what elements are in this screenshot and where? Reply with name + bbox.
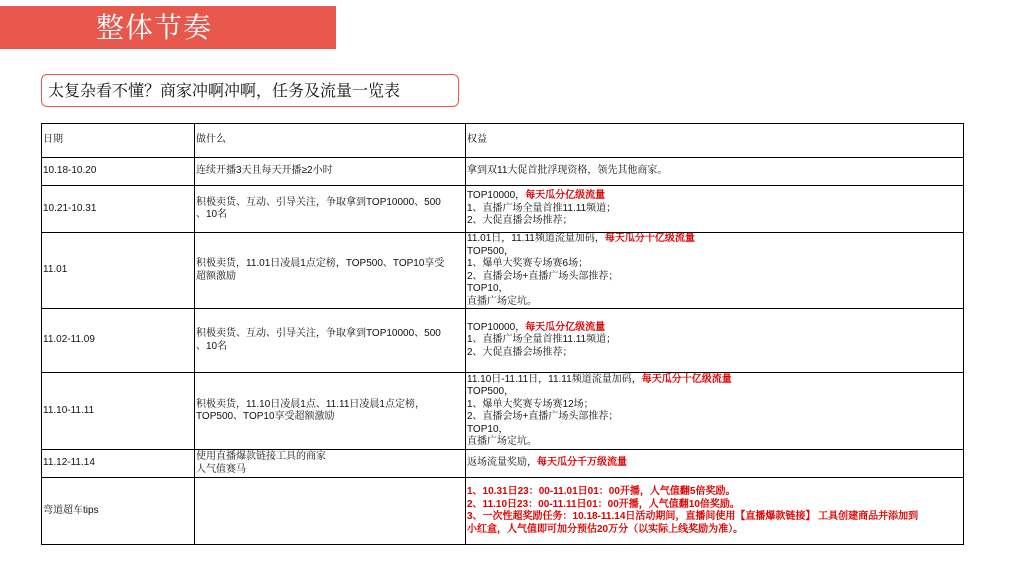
- date-cell: 弯道超车tips: [42, 478, 195, 545]
- task-cell: [195, 450, 466, 478]
- task-cell: [195, 373, 466, 450]
- table-header-row: [42, 124, 964, 158]
- benefit-cell: [466, 373, 964, 450]
- date-cell: 10.21-10.31: [42, 186, 195, 233]
- benefit-line: [467, 246, 963, 259]
- benefit-highlight: 每天瓜分亿级流量: [525, 321, 606, 333]
- benefit-cell: [466, 233, 964, 309]
- benefit-text: TOP10000，: [467, 190, 526, 202]
- benefit-text: 拿到双11大促首批浮现资格，领先其他商家。: [467, 165, 668, 177]
- benefit-line: [467, 374, 963, 387]
- benefit-line: [467, 424, 963, 437]
- benefit-cell: [466, 478, 964, 545]
- benefit-text: 2、大促直播会场推荐；: [467, 215, 573, 227]
- benefit-line: [467, 296, 963, 309]
- benefit-text: TOP10，: [467, 283, 509, 294]
- benefit-text: 直播广场定坑。: [467, 295, 537, 307]
- benefit-text: 1、直播广场全量首推11.11频道；: [467, 202, 617, 214]
- table-row: [42, 478, 964, 545]
- benefit-line: [467, 411, 963, 424]
- column-header-task: 做什么: [195, 124, 466, 158]
- table-row: [42, 158, 964, 186]
- benefit-cell: [466, 158, 964, 186]
- table-row: [42, 309, 964, 373]
- benefit-highlight: 1、10.31日23：00-11.01日01：00开播，人气值翻5倍奖励。: [467, 486, 736, 497]
- benefit-line: [467, 203, 963, 216]
- task-line: 连续开播3天且每天开播≥2小时: [196, 165, 333, 177]
- task-cell: [195, 233, 466, 309]
- task-line: 、10名: [196, 340, 228, 352]
- benefit-text: 返场流量奖励，: [467, 457, 537, 469]
- benefit-highlight: 2、11.10日23：00-11.11日01：00开播，人气值翻10倍奖励。: [467, 498, 740, 510]
- task-line: 积极卖货、互动、引导关注，争取拿到TOP10000、500: [196, 196, 441, 208]
- benefit-highlight: 每天瓜分亿级流量: [525, 190, 606, 202]
- benefit-line: [467, 511, 963, 524]
- date-cell: 11.10-11.11: [42, 373, 195, 450]
- benefit-line: [467, 258, 963, 271]
- benefit-cell: [466, 186, 964, 233]
- benefit-text: 2、直播会场+直播广场头部推荐；: [467, 411, 619, 422]
- task-line: 人气值赛马: [196, 463, 246, 475]
- date-cell: 11.01: [42, 233, 195, 309]
- benefit-highlight: 每天瓜分十亿级流量: [641, 373, 732, 385]
- benefit-cell: [466, 450, 964, 478]
- benefit-highlight: 每天瓜分十亿级流量: [604, 233, 695, 244]
- table-row: [42, 233, 964, 309]
- benefit-line: [467, 399, 963, 412]
- benefit-text: TOP500，: [467, 245, 515, 257]
- table-row: [42, 373, 964, 450]
- task-line: 超额激励: [196, 270, 236, 282]
- benefit-text: 2、大促直播会场推荐；: [467, 346, 573, 358]
- benefit-text: 11.01日，11.11频道流量加码，: [467, 233, 605, 244]
- benefit-line: [467, 524, 963, 537]
- benefit-line: [467, 233, 963, 246]
- date-cell: 11.02-11.09: [42, 309, 195, 373]
- task-line: 积极卖货，11.10日凌晨1点、11.11日凌晨1点定榜，: [196, 398, 425, 410]
- column-header-benefit: 权益: [466, 124, 964, 158]
- task-line: 积极卖货，11.01日凌晨1点定榜，TOP500、TOP10享受: [196, 258, 445, 269]
- benefit-text: 11.10日-11.11日，11.11频道流量加码，: [467, 373, 642, 385]
- benefit-text: 直播广场定坑。: [467, 436, 537, 447]
- benefit-text: 1、直播广场全量首推11.11频道；: [467, 334, 617, 346]
- task-line: 使用直播爆款链接工具的商家: [196, 451, 326, 462]
- task-cell: [195, 478, 466, 545]
- page-title: 整体节奏: [0, 6, 336, 49]
- benefit-line: [467, 165, 963, 178]
- task-cell: [195, 158, 466, 186]
- benefit-text: 1、爆单大奖赛专场赛6场；: [467, 258, 589, 269]
- benefit-line: [467, 499, 963, 512]
- benefit-line: [467, 347, 963, 360]
- benefit-text: TOP10000，: [467, 321, 526, 333]
- benefit-line: [467, 486, 963, 499]
- benefit-line: [467, 386, 963, 399]
- benefit-cell: [466, 309, 964, 373]
- date-cell: 10.18-10.20: [42, 158, 195, 186]
- benefit-highlight: 3、一次性超奖励任务：10.18-11.14日活动期间，直播间使用【直播爆款链接】 工具创建商品并添加到: [467, 511, 919, 522]
- schedule-table: [41, 123, 964, 545]
- table-row: [42, 450, 964, 478]
- benefit-text: TOP10，: [467, 423, 509, 435]
- benefit-text: TOP500，: [467, 386, 515, 397]
- benefit-highlight: 每天瓜分千万级流量: [537, 457, 627, 469]
- subtitle-callout: 太复杂看不懂？商家冲啊冲啊，任务及流量一览表: [41, 74, 459, 107]
- task-cell: [195, 186, 466, 233]
- benefit-line: [467, 215, 963, 228]
- benefit-line: [467, 283, 963, 296]
- table-row: [42, 186, 964, 233]
- benefit-line: [467, 322, 963, 335]
- task-line: 、10名: [196, 209, 228, 220]
- benefit-line: [467, 334, 963, 347]
- benefit-text: 1、爆单大奖赛专场赛12场；: [467, 398, 594, 410]
- benefit-highlight: 小红盒，人气值即可加分预估20万分（以实际上线奖励为准）。: [467, 523, 744, 535]
- task-line: 积极卖货、互动、引导关注，争取拿到TOP10000、500: [196, 328, 441, 339]
- column-header-date: 日期: [42, 124, 195, 158]
- task-line: TOP500、TOP10享受超额激励: [196, 411, 335, 422]
- benefit-line: [467, 271, 963, 284]
- date-cell: 11.12-11.14: [42, 450, 195, 478]
- task-cell: [195, 309, 466, 373]
- benefit-text: 2、直播会场+直播广场头部推荐；: [467, 270, 619, 282]
- benefit-line: [467, 457, 963, 470]
- benefit-line: [467, 190, 963, 203]
- benefit-line: [467, 436, 963, 449]
